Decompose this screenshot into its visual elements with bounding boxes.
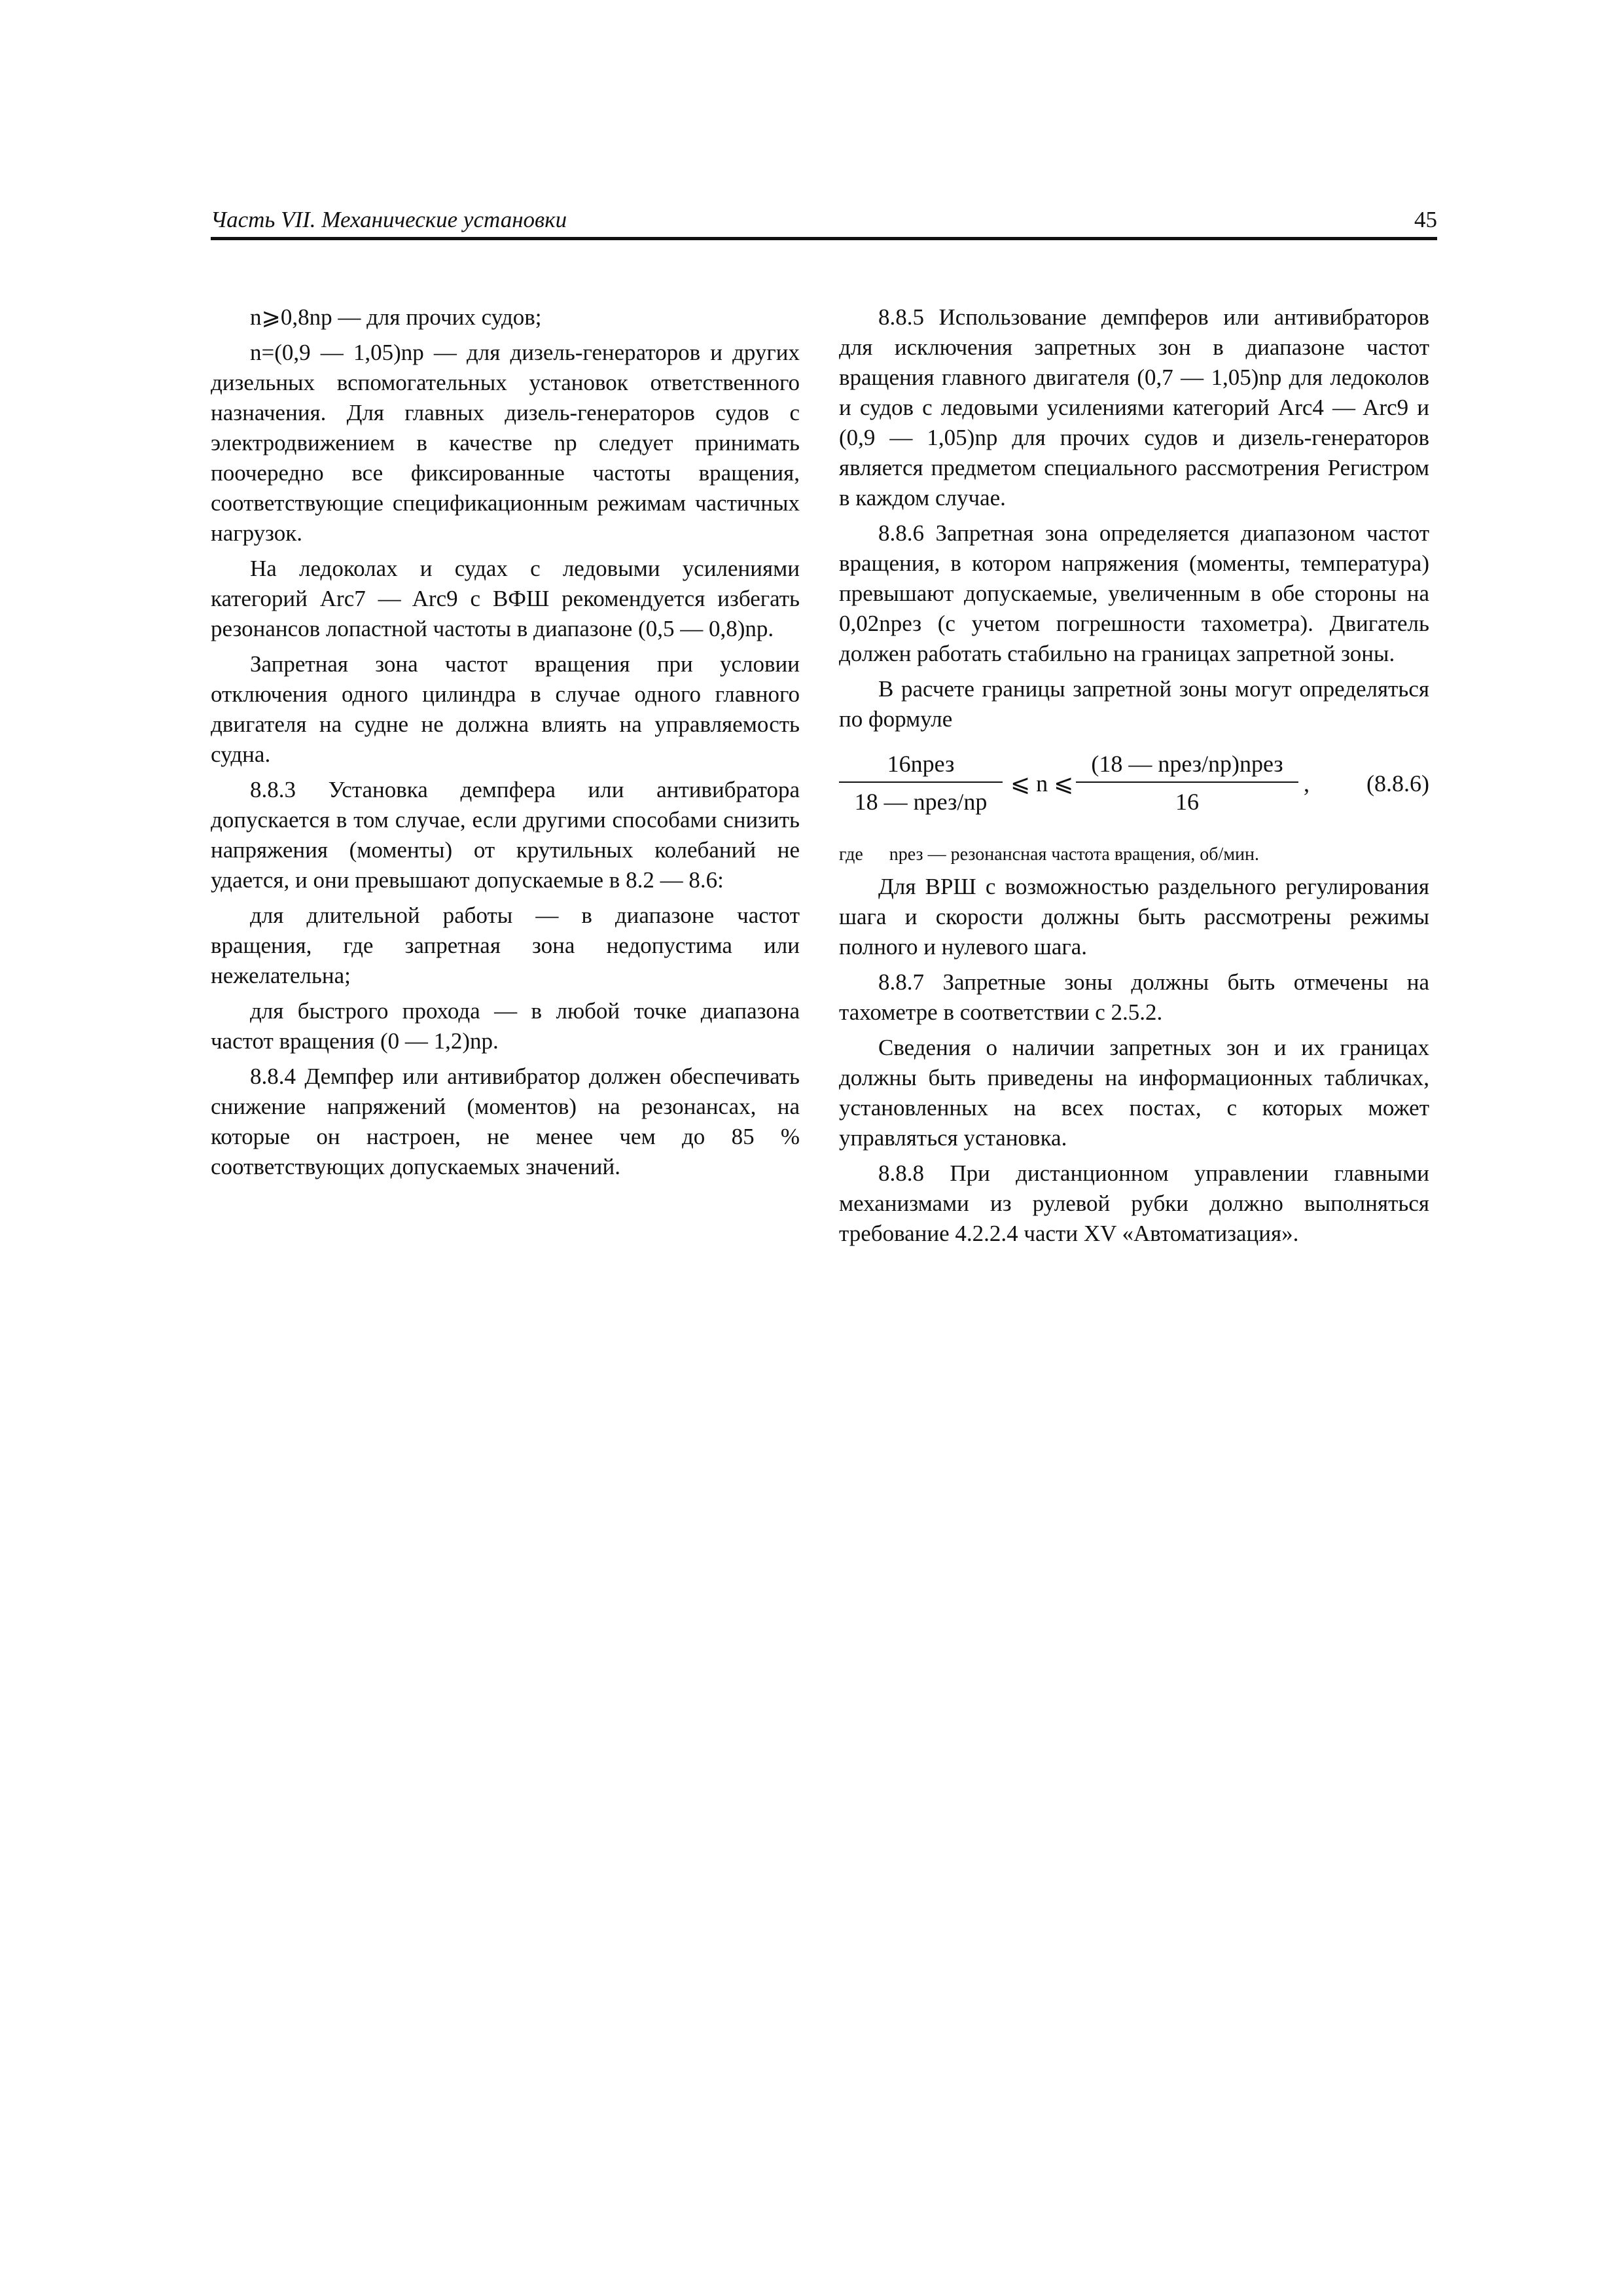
formula-left-denominator: 18 — nрез/nр (854, 789, 988, 815)
formula-legend-label: где (839, 844, 863, 865)
paragraph-section-8-8-6: 8.8.6 Запретная зона определяется диапазоном частот вращения, в котором напряжения (моменты, температура) превышают допускаемые, увеличенным в обе стороны на 0,02nрез (с учетом погрешности тахометра). Двигатель должен работать стабильно на границах запретной зоны. (839, 520, 1429, 666)
formula-inequality: ⩽ n ⩽ (1010, 770, 1074, 797)
formula-legend (839, 843, 1429, 867)
formula-comma: , (1304, 770, 1310, 797)
header-title: Часть VII. Механические установки (211, 207, 567, 232)
paragraph-section-8-8-3: 8.8.3 Установка демпфера или антивибратора допускается в том случае, если другими способами снизить напряжения (моменты) от крутильных колебаний не удается, и они превышают допускаемые в 8.2 — 8.6: (211, 777, 800, 893)
formula-legend-text: nрез — резонансная частота вращения, об/мин. (889, 844, 1260, 865)
paragraph: Для ВРШ с возможностью раздельного регулирования шага и скорости должны быть рассмотрены режимы полного и нулевого шага. (839, 874, 1429, 960)
paragraph-section-8-8-5: 8.8.5 Использование демпферов или антивибраторов для исключения запретных зон в диапазоне частот вращения главного двигателя (0,7 — 1,05)nр для ледоколов и судов с ледовыми усилениями категорий Arc4 — Arc9 и (0,9 — 1,05)nр для прочих судов и дизель-генераторов является предметом специального рассмотрения Регистром в каждом случае. (839, 304, 1429, 511)
paragraph-section-8-8-7: 8.8.7 Запретные зоны должны быть отмечены на тахометре в соответствии с 2.5.2. (839, 969, 1429, 1025)
paragraph: для быстрого прохода — в любой точке диапазона частот вращения (0 — 1,2)nр. (211, 998, 800, 1054)
formula-8-8-6 (839, 749, 1429, 827)
formula-left-numerator: 16nрез (839, 749, 1003, 783)
paragraph: для длительной работы — в диапазоне частот вращения, где запретная зона недопустима или нежелательна; (211, 903, 800, 988)
formula-left-fraction (839, 749, 1003, 817)
running-header (211, 200, 1437, 240)
paragraph: n⩾0,8nр — для прочих судов; (250, 304, 542, 330)
left-column (211, 302, 800, 1187)
page-number: 45 (1414, 207, 1437, 232)
formula-number: (8.8.6) (1366, 770, 1429, 797)
paragraph: В расчете границы запретной зоны могут определяться по формуле (839, 676, 1429, 732)
formula-right-fraction (1076, 749, 1298, 817)
formula-right-numerator: (18 — nрез/nр)nрез (1076, 749, 1298, 783)
paragraph: Запретная зона частот вращения при условии отключения одного цилиндра в случае одного главного двигателя на судне не должна влиять на управляемость судна. (211, 651, 800, 767)
right-column (839, 302, 1429, 1254)
paragraph-section-8-8-4: 8.8.4 Демпфер или антивибратор должен обеспечивать снижение напряжений (моментов) на резонансах, на которые он настроен, не менее чем до 85 % соответствующих допускаемых значений. (211, 1064, 800, 1179)
paragraph: На ледоколах и судах с ледовыми усилениями категорий Arc7 — Arc9 с ВФШ рекомендуется избегать резонансов лопастной частоты в диапазоне (0,5 — 0,8)nр. (211, 556, 800, 641)
formula-right-denominator: 16 (1175, 789, 1199, 815)
paragraph-section-8-8-8: 8.8.8 При дистанционном управлении главными механизмами из рулевой рубки должно выполняться требование 4.2.2.4 части XV «Автоматизация». (839, 1160, 1429, 1246)
paragraph: n=(0,9 — 1,05)nр — для дизель-генераторов и других дизельных вспомогательных установок ответственного назначения. Для главных дизель-генераторов судов с электродвижением в качестве nр следует принимать поочередно все фиксированные частоты вращения, соответствующие спецификационным режимам частичных нагрузок. (211, 340, 800, 546)
paragraph: Сведения о наличии запретных зон и их границах должны быть приведены на информационных табличках, установленных на всех постах, с которых может управляться установка. (839, 1035, 1429, 1151)
